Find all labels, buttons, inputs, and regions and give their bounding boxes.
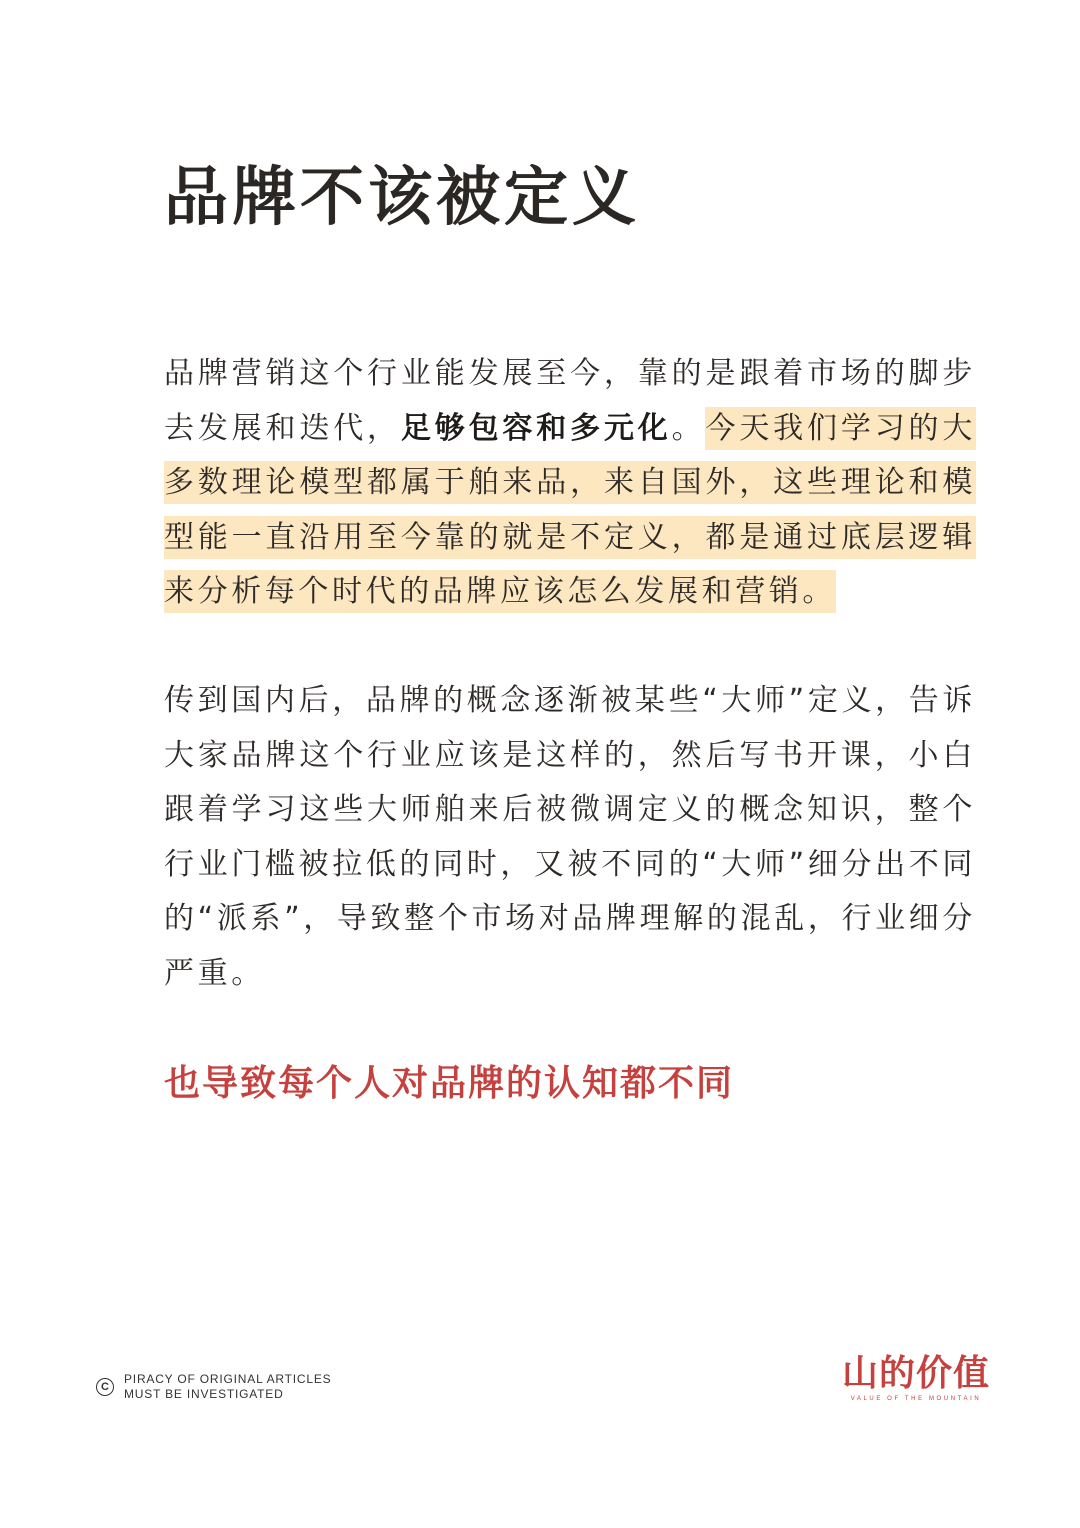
copyright-line-1: PIRACY OF ORIGINAL ARTICLES: [124, 1372, 332, 1386]
copyright-icon: C: [96, 1378, 114, 1396]
copyright-text: [124, 1372, 331, 1402]
bold-phrase: 足够包容和多元化: [400, 410, 672, 446]
paragraph-masters: 传到国内后，品牌的概念逐渐被某些“大师”定义，告诉大家品牌这个行业应该是这样的，然后写书开课，小白跟着学习这些大师舶来后被微调定义的概念知识，整个行业门槛被拉低的同时，又被不同的“大师”细分出不同的“派系”，导致整个市场对品牌理解的混乱，行业细分严重。: [164, 683, 976, 991]
paragraph-intro-lead: 品牌营销这个行业能发展至今，靠的是跟着市场的脚步去发展和迭代，: [164, 356, 976, 446]
paragraph-intro-punct: 。: [671, 410, 706, 446]
brand-logo: [838, 1352, 994, 1402]
copyright-notice: [96, 1372, 331, 1402]
brand-tagline: VALUE OF THE MOUNTAIN: [850, 1396, 982, 1402]
brand-name: 山的价值: [841, 1352, 990, 1394]
paragraph-intro: [164, 347, 976, 620]
page-title: 品牌不该被定义: [164, 160, 640, 235]
highlighted-text: 今天我们学习的大多数理论模型都属于舶来品，来自国外，这些理论和模型能一直沿用至今靠的就是不定义，都是通过底层逻辑来分析每个时代的品牌应该怎么发展和营销。: [164, 407, 976, 614]
emphasis-heading: 也导致每个人对品牌的认知都不同: [164, 1063, 735, 1104]
copyright-line-2: MUST BE INVESTIGATED: [124, 1387, 284, 1401]
